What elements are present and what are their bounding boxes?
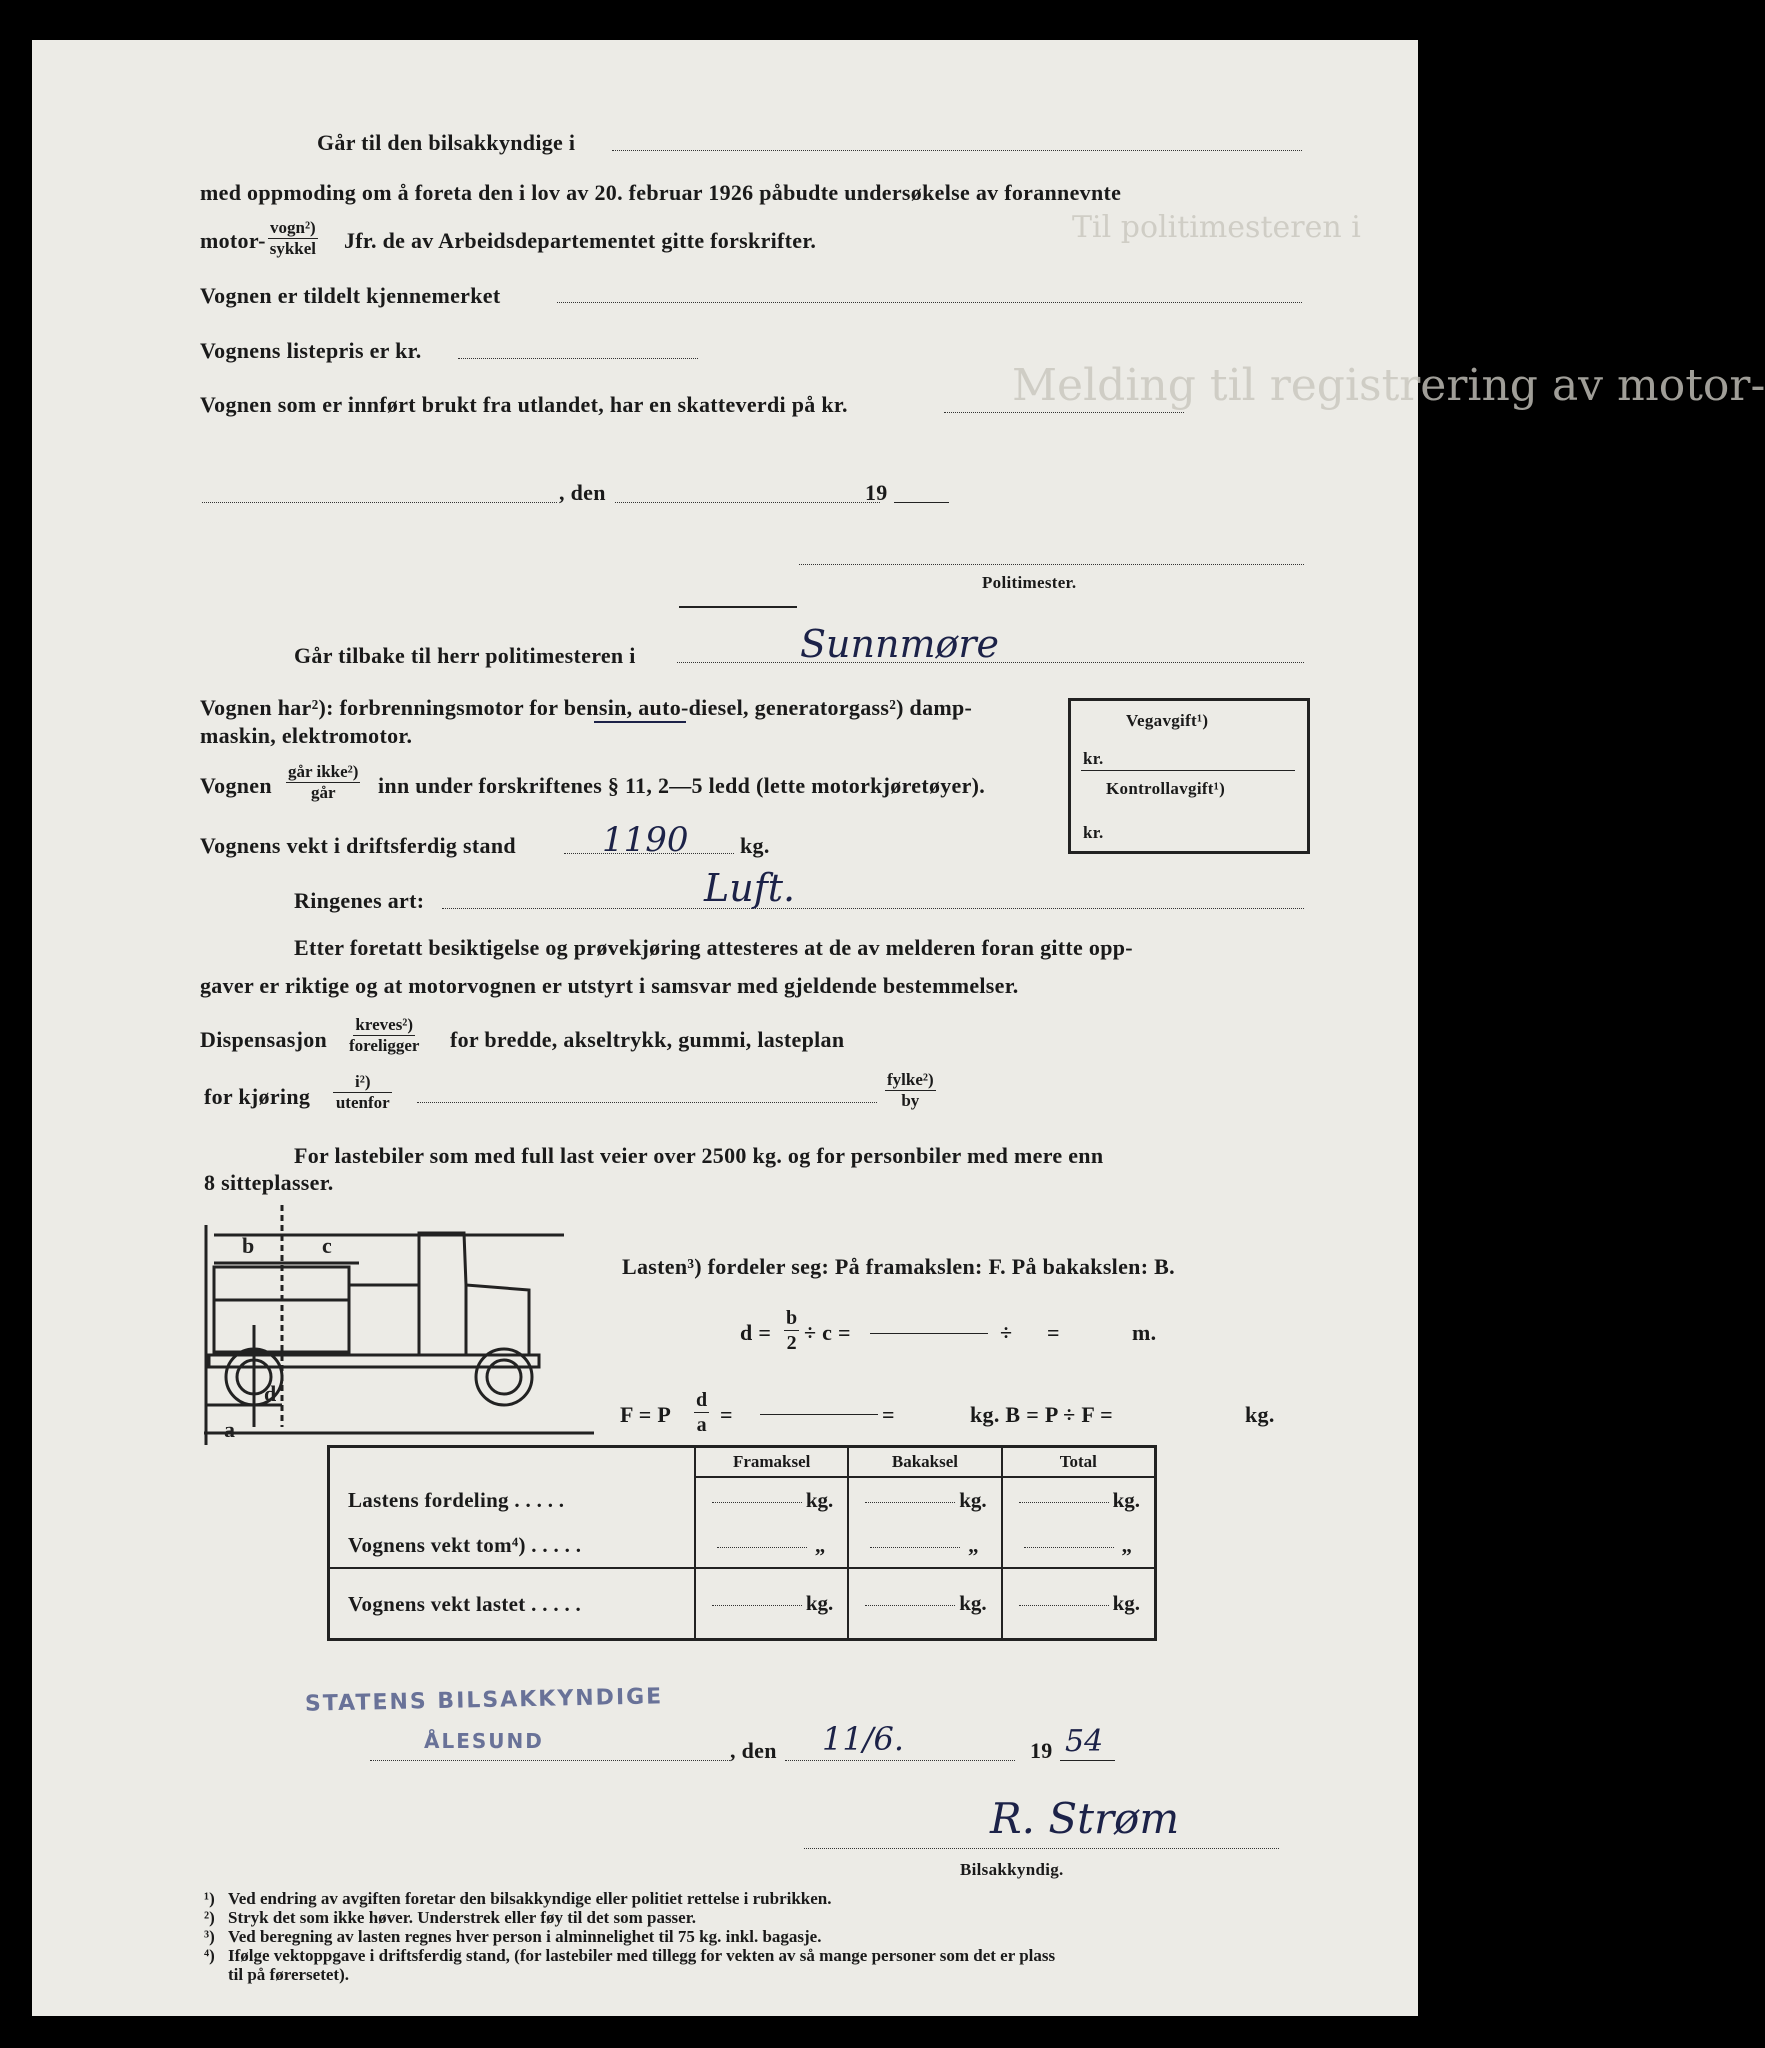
weight-table [327,1445,1157,1641]
ringer-field [442,908,1304,909]
kjennemerke-label: Vognen er tildelt kjennemerket [200,283,501,308]
table-cell-field [717,1547,807,1548]
den-label: , den [559,480,606,505]
signature: R. Strøm [990,1794,1180,1843]
bilsakkyndig-label: Bilsakkyndig. [960,1860,1064,1879]
fylke-den: by [901,1091,920,1110]
bottom-place-field [370,1760,730,1761]
formula-d-rest: ÷ c = [804,1320,851,1345]
motor-num: vogn²) [270,218,316,237]
footnote-text: Ved beregning av lasten regnes hver person i alminnelighet til 75 kg. inkl. bagasje. [228,1927,822,1946]
kjoring-num: i²) [333,1072,392,1093]
attest-line2: gaver er riktige og at motorvognen er utstyrt i samsvar med gjeldende bestemmelser. [200,973,1019,998]
row-label: Vognens vekt lastet . . . . . [348,1591,582,1616]
formula-2: 2 [786,1332,797,1354]
place-field [202,502,557,503]
vegavgift-label: Vegavgift¹) [1126,711,1209,730]
table-cell-field [1019,1605,1109,1606]
kjoring-field [417,1102,877,1103]
footnote-text: til på førersetet). [228,1965,349,1984]
footnote-2 [204,1908,696,1927]
listepris-field [458,358,698,359]
gaar-fraction [286,762,360,803]
footnote-1 [204,1889,832,1908]
bleed-through-mark: Melding til registrering av motor- [1012,360,1765,411]
signature-field [804,1848,1279,1849]
formula-m: m. [1132,1320,1157,1345]
table-cell-field [712,1502,802,1503]
table-cell-unit: „ [1121,1532,1132,1557]
row-label: Vognens vekt tom⁴) . . . . . [348,1533,582,1558]
year-field [894,502,949,503]
footnote-text: Ved endring av avgiften foretar den bilsakkyndige eller politiet rettelse i rubrikken. [228,1889,832,1908]
bottom-year-value: 54 [1065,1724,1104,1759]
formula-d-eq: = [1047,1320,1060,1345]
motor-rest: Jfr. de av Arbeidsdepartementet gitte forskrifter. [344,228,817,253]
row-label: Lastens fordeling . . . . . [348,1487,565,1512]
formula-fd: d [696,1389,708,1411]
skatteverdi-label: Vognen som er innført brukt fra utlandet, har en skatteverdi på kr. [200,392,848,417]
footnote-mark: ²) [204,1908,215,1927]
disp-fraction [349,1015,419,1056]
truck-cab-rear [349,1285,419,1355]
motor-fraction [268,218,318,259]
table-cell-field [865,1502,955,1503]
footnote-4-cont [204,1965,349,1984]
table-cell-unit: kg. [1112,1487,1140,1512]
request-text: med oppmoding om å foreta den i lov av 20. februar 1926 påbudte undersøkelse av forannevnte [200,180,1122,205]
truck-label-d: d [264,1381,277,1406]
truck-label-c: c [322,1233,332,1258]
kjoring-prefix: for kjøring [204,1084,311,1109]
formula-d-minus: ÷ [1000,1320,1013,1345]
listepris-label: Vognens listepris er kr. [200,338,422,363]
truck-rear-wheel [476,1349,532,1405]
vekt-unit: kg. [740,833,770,858]
motor-den: sykkel [269,239,316,258]
table-cell-field [1019,1502,1109,1503]
formula-d-prefix: d = [740,1320,772,1345]
formula-f-rest: kg. B = P ÷ F = [970,1402,1113,1427]
table-cell-unit: „ [814,1532,826,1557]
formula-f-prefix: F = P [620,1402,672,1427]
line1-field [612,150,1302,151]
table-cell-unit: kg. [1112,1591,1140,1616]
vekt-value: 1190 [602,820,689,860]
table-cell-unit: kg. [959,1591,987,1616]
disp-rest: for bredde, akseltrykk, gummi, lasteplan [450,1027,845,1052]
bottom-year-prefix: 19 [1030,1738,1053,1763]
bleed-through-mark: Til politimesteren i [1072,210,1361,245]
table-cell-unit: „ [968,1532,979,1557]
lastebil-line2: 8 sitteplasser. [204,1170,334,1195]
ringer-value: Luft. [704,866,796,910]
formula-d-field [870,1333,988,1334]
gaar-tilbake-value: Sunnmøre [800,622,1000,666]
fylke-num: fylke²) [887,1070,934,1089]
header-bakaksel: Bakaksel [891,1451,959,1471]
bottom-year-field [1060,1760,1115,1761]
disp-den: foreligger [349,1036,420,1055]
formula-f-kg: kg. [1245,1402,1275,1427]
vegavgift-kr: kr. [1083,749,1104,768]
gaar-prefix: Vognen [200,773,272,798]
line1-label: Går til den bilsakkyndige i [317,130,576,155]
politimester-sign-field [799,564,1304,565]
table-cell-field [870,1547,960,1548]
gaar-den: går [310,783,336,802]
skatteverdi-field [944,412,1184,413]
header-framaksel: Framaksel [732,1451,811,1471]
attest-line1: Etter foretatt besiktigelse og prøvekjøring attesteres at de av melderen foran gitte opp- [294,935,1133,960]
fylke-fraction [885,1070,936,1111]
kontrollavgift-kr: kr. [1083,823,1104,842]
year-prefix: 19 [865,480,888,505]
motor-type-line1: Vognen har²): forbrenningsmotor for bensin, auto-diesel, generatorgass²) damp- [200,695,973,720]
vekt-label: Vognens vekt i driftsferdig stand [200,833,516,858]
formula-fa: a [696,1414,707,1436]
motor-prefix: motor- [200,228,266,253]
table-row [329,1568,1156,1639]
bottom-den-label: , den [730,1738,777,1763]
footnote-text: Ifølge vektoppgave i driftsferdig stand, (for lastebiler med tillegg for vekten av så mange personer som det er plass [228,1946,1056,1965]
truck-cab [419,1233,529,1355]
table-cell-unit: kg. [805,1487,834,1512]
section-divider [679,606,797,608]
truck-label-a: a [224,1417,235,1442]
table-cell-unit: kg. [959,1487,987,1512]
gaar-rest: inn under forskriftenes § 11, 2—5 ledd (lette motorkjøretøyer). [378,773,986,798]
kontrollavgift-label: Kontrollavgift¹) [1106,779,1226,798]
formula-f-eq2: = [882,1402,895,1427]
truck-diagram [204,1205,599,1445]
table-row [329,1523,1156,1569]
footnote-text: Stryk det som ikke høver. Understrek eller føy til det som passer. [228,1908,696,1927]
kjoring-fraction [333,1072,392,1113]
bensin-underline [594,721,686,723]
header-total: Total [1059,1451,1097,1471]
truck-label-b: b [242,1233,255,1258]
footnote-mark: ⁴) [204,1946,215,1965]
formula-d-over-a [694,1388,709,1437]
footnote-4 [204,1946,1055,1965]
fee-box [1068,698,1310,854]
lastebil-line1: For lastebiler som med full last veier over 2500 kg. og for personbiler med mere enn [294,1143,1104,1168]
table-row [329,1477,1156,1523]
motor-type-line2: maskin, elektromotor. [200,723,413,748]
vegavgift-field [1081,770,1295,771]
formula-b: b [786,1307,798,1329]
gaar-num: går ikke²) [288,762,359,781]
formula-f-eq: = [720,1402,733,1427]
kjennemerke-field [557,302,1302,303]
formula-b-over-2 [784,1306,799,1355]
kjoring-den: utenfor [335,1093,390,1112]
footnote-mark: ³) [204,1927,215,1946]
table-cell-unit: kg. [805,1591,834,1616]
footnote-mark: ¹) [204,1889,215,1908]
disp-num: kreves²) [355,1015,414,1034]
table-cell-field [1024,1547,1114,1548]
stamp-line2: ÅLESUND [424,1729,544,1753]
date-field [615,502,880,503]
formula-f-field [760,1414,878,1415]
table-cell-field [865,1605,955,1606]
disp-prefix: Dispensasjon [200,1027,328,1052]
bottom-date-field [785,1760,1015,1761]
ringer-label: Ringenes art: [294,888,425,913]
footnote-3 [204,1927,821,1946]
politimester-label: Politimester. [982,573,1077,592]
stamp-line1: STATENS BILSAKKYNDIGE [304,1684,664,1717]
lasten-line: Lasten³) fordeler seg: På framakslen: F. På bakakslen: B. [622,1254,1175,1279]
gaar-tilbake-label: Går tilbake til herr politimesteren i [294,643,636,668]
table-cell-field [712,1605,802,1606]
bottom-den-value: 11/6. [822,1720,905,1758]
form-page [32,40,1765,2016]
